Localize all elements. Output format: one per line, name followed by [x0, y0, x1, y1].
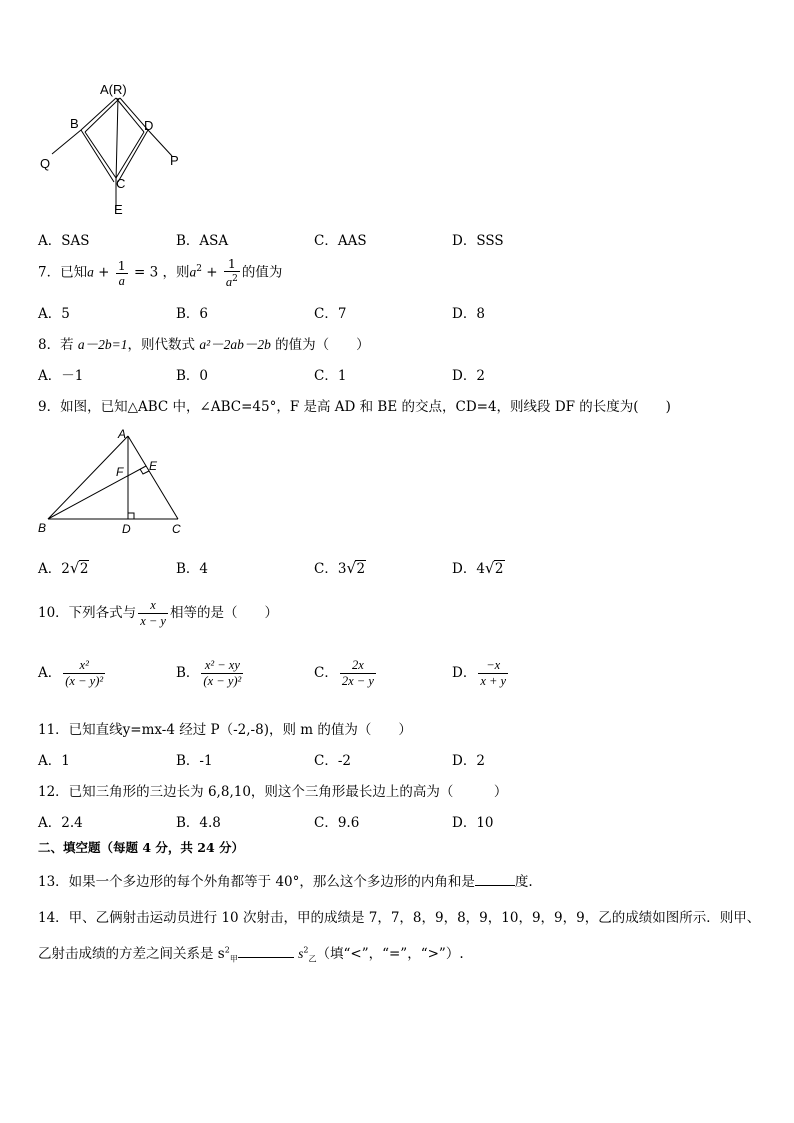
q11-option-c: C．-2 — [314, 753, 351, 769]
q9-option-b: B．4 — [176, 561, 209, 577]
segment-DP — [148, 130, 172, 156]
q10-option-c: C． $\frac{2x}{2x - y}$ — [314, 658, 374, 688]
q13-answer-blank[interactable] — [475, 873, 515, 886]
q8-option-b: B．0 — [176, 368, 209, 384]
question-10: 10．下列各式与 $\frac{x}{x - y}$ 相等的是（ ） — [38, 598, 278, 628]
segment-BE — [48, 466, 146, 519]
question-13: 13．如果一个多边形的每个外角都等于 40°，那么这个多边形的内角和是 度. — [38, 874, 533, 890]
question-11: 11．已知直线y=mx-4 经过 P（-2,-8)，则 m 的值为（ ） — [38, 722, 412, 738]
label-C: C — [172, 522, 181, 536]
q9-option-d: D．4√ 2 — [452, 557, 505, 577]
q11-option-b: B．-1 — [176, 753, 213, 769]
q7-option-b: B．6 — [176, 306, 209, 322]
q12-option-b: B．4.8 — [176, 815, 221, 831]
q14-answer-blank[interactable] — [238, 945, 294, 958]
q11-option-a: A．1 — [38, 753, 70, 769]
q12-option-c: C．9.6 — [314, 815, 360, 831]
q6-option-d: D．SSS — [452, 233, 504, 249]
segment-AC — [128, 436, 178, 519]
label-F: F — [116, 465, 124, 479]
question-14-line1: 14．甲、乙俩射击运动员进行 10 次射击，甲的成绩是 7，7，8，9，8，9，10，9，9，9，乙的成绩如图所示．则甲、 — [38, 910, 761, 926]
q6-option-b: B．ASA — [176, 233, 229, 249]
figure-kite — [36, 78, 196, 220]
right-angle-D — [128, 513, 134, 519]
q7-option-c: C．7 — [314, 306, 347, 322]
q11-option-d: D．2 — [452, 753, 485, 769]
q12-option-a: A．2.4 — [38, 815, 83, 831]
section-2-title: 二、填空题（每题 4 分，共 24 分） — [38, 840, 245, 855]
question-8: 8．若 a－2b=1，则代数式 a²－2ab－2b 的值为（ ） — [38, 337, 370, 353]
segment-DC — [118, 130, 148, 182]
question-9: 9．如图，已知△ABC 中，∠ABC=45°，F 是高 AD 和 BE 的交点，CD=4，则线段 DF 的长度为( ) — [38, 399, 671, 415]
q12-option-d: D．10 — [452, 815, 494, 831]
label-Q: Q — [40, 156, 51, 171]
q9-option-c: C．3√ 2 — [314, 557, 366, 577]
q10-option-a: A． $\frac{\text{x²}}{\text{(x − y)²}}$ — [38, 658, 104, 688]
label-B: B — [38, 521, 47, 535]
label-E: E — [114, 202, 123, 217]
label-A: A(R) — [100, 82, 127, 97]
label-D: D — [144, 118, 154, 133]
label-D: D — [122, 522, 131, 536]
figure-triangle — [36, 426, 186, 538]
label-A: A — [118, 427, 127, 441]
segment-BQ — [52, 130, 81, 154]
label-C: C — [116, 176, 126, 191]
q6-option-a: A．SAS — [38, 233, 90, 249]
question-14-line2: 乙射击成绩的方差之间关系是 $s^2_甲$ $s^2_乙$（填“<”，“=”，“>”）. — [38, 945, 464, 964]
segment-AC — [116, 98, 118, 182]
q6-option-c: C．AAS — [314, 233, 367, 249]
label-B: B — [70, 116, 79, 131]
question-7: 7．已知a + $\frac{1}{a}$ = 3 ，则$a^2$ + $\frac{1}{a^2}$ 的值为 — [38, 256, 283, 290]
segment-AB — [81, 98, 116, 130]
question-12: 12．已知三角形的三边长为 6,8,10，则这个三角形最长边上的高为（ ） — [38, 784, 508, 800]
q9-option-a: A．2√ 2 — [38, 557, 89, 577]
q8-option-d: D．2 — [452, 368, 485, 384]
q10-option-d: D． $\frac{-x}{x + y}$ — [452, 658, 507, 688]
right-angle-E — [140, 469, 149, 474]
q7-option-a: A．5 — [38, 306, 70, 322]
q7-option-d: D．8 — [452, 306, 485, 322]
segment-BC — [81, 130, 114, 182]
q10-option-b: B． $\frac{\text{x² − xy}}{\text{(x − y)²}}$ — [176, 658, 242, 688]
q8-option-a: A．－1 — [38, 368, 84, 384]
label-P: P — [170, 153, 179, 168]
label-E: E — [149, 459, 158, 473]
q8-option-c: C．1 — [314, 368, 347, 384]
